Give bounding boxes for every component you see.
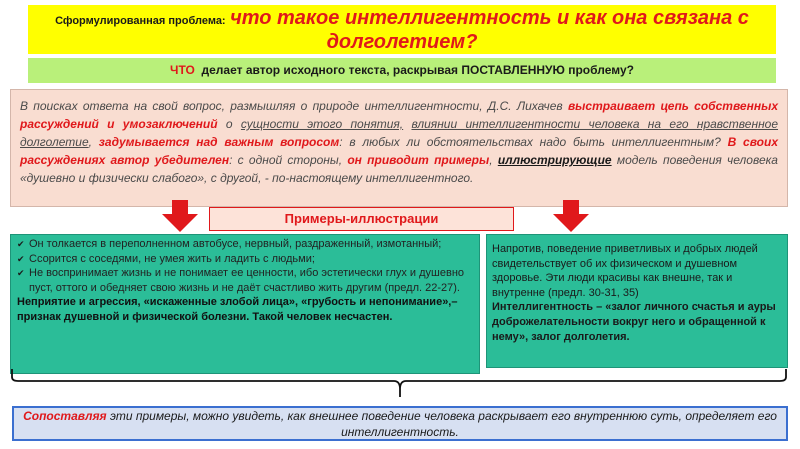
list-item-text: Не воспринимает жизнь и не понимает ее ценности, ибо эстетически глух и душевно пуст, оттого и обедняет свою жизнь и не даёт счастливо жить другим (предл. 22-27). xyxy=(29,267,465,294)
list-item xyxy=(17,252,473,267)
positive-examples-text: Напротив, поведение приветливых и добрых людей свидетельствует об их физическом и душевном здоровье. Эти люди красивы как внешне, так и внутренне (предл. 30-31, 35) xyxy=(492,243,758,299)
list-item xyxy=(17,237,473,252)
list-item xyxy=(17,266,473,295)
author-question-box xyxy=(28,58,776,83)
curly-brace-divider xyxy=(10,367,788,399)
down-arrow-icon xyxy=(553,200,589,232)
source-text-part: о xyxy=(225,117,233,131)
question-text: делает автор исходного текста, раскрывая ПОСТАВЛЕННУЮ проблему? xyxy=(201,63,634,77)
comparison-text: эти примеры, можно увидеть, как внешнее поведение человека раскрывает его внутреннюю суть, определяет его интеллигентность. xyxy=(109,409,777,439)
bullet-icon: ✔ xyxy=(17,253,25,264)
comparison-conclusion-box xyxy=(12,406,788,441)
examples-header: Примеры-иллюстрации xyxy=(209,207,514,231)
source-text-underlined: сущности этого понятия, xyxy=(240,117,404,131)
source-text-part: : с одной стороны, xyxy=(229,153,343,167)
source-text-part: В поисках ответа на свой вопрос, размышляя о природе интеллигентности, Д.С. Лихачев xyxy=(20,99,563,113)
source-text-part: , xyxy=(489,153,493,167)
problem-title-prefix: Сформулированная проблема: xyxy=(55,15,226,27)
source-text-highlight: В своих рассуждениях автор убедителен xyxy=(20,135,778,167)
down-arrow-icon xyxy=(162,200,198,232)
positive-examples-box xyxy=(486,234,788,368)
positive-examples-conclusion: Интеллигентность – «залог личного счастья и ауры доброжелательности вокруг него и обращенной к нему», залог долголетия. xyxy=(492,301,776,343)
source-text-part: модель поведения человека «душевно и физически слабого», с другой, - по-настоящему интеллигентного. xyxy=(20,153,778,185)
source-text-highlight: задумывается над важным вопросом xyxy=(98,135,340,149)
source-text-highlight: он приводит примеры xyxy=(347,153,490,167)
list-item-text: Ссорится с соседями, не умея жить и ладить с людьми; xyxy=(29,252,315,265)
source-text-box xyxy=(10,89,788,207)
comparison-keyword: Сопоставляя xyxy=(23,409,107,423)
bullet-icon: ✔ xyxy=(17,239,25,249)
problem-title-text: что такое интеллигентность и как она связана с долголетием? xyxy=(230,7,749,53)
source-text-underlined: влиянии интеллигентности человека на его нравственное долголетие xyxy=(20,117,779,149)
source-text-part: , xyxy=(88,135,92,149)
source-text-underlined-bold: иллюстрирующие xyxy=(497,153,612,167)
negative-examples-box xyxy=(10,234,480,374)
problem-title-box xyxy=(28,5,776,54)
source-text-part: : в любых ли обстоятельствах надо быть интеллигентным? xyxy=(339,135,721,149)
question-keyword: ЧТО xyxy=(170,63,195,77)
bullet-icon: ✔ xyxy=(17,268,25,279)
negative-examples-list xyxy=(17,237,473,295)
source-text-highlight: выстраивает цепь собственных рассуждений и умозаключений xyxy=(20,99,778,131)
negative-examples-conclusion: Неприятие и агрессия, «искаженные злобой лица», «грубость и непонимание»,– признак душевной и физической болезни. Такой человек несчастен. xyxy=(17,296,458,323)
list-item-text: Он толкается в переполненном автобусе, нервный, раздраженный, измотанный; xyxy=(29,238,442,250)
